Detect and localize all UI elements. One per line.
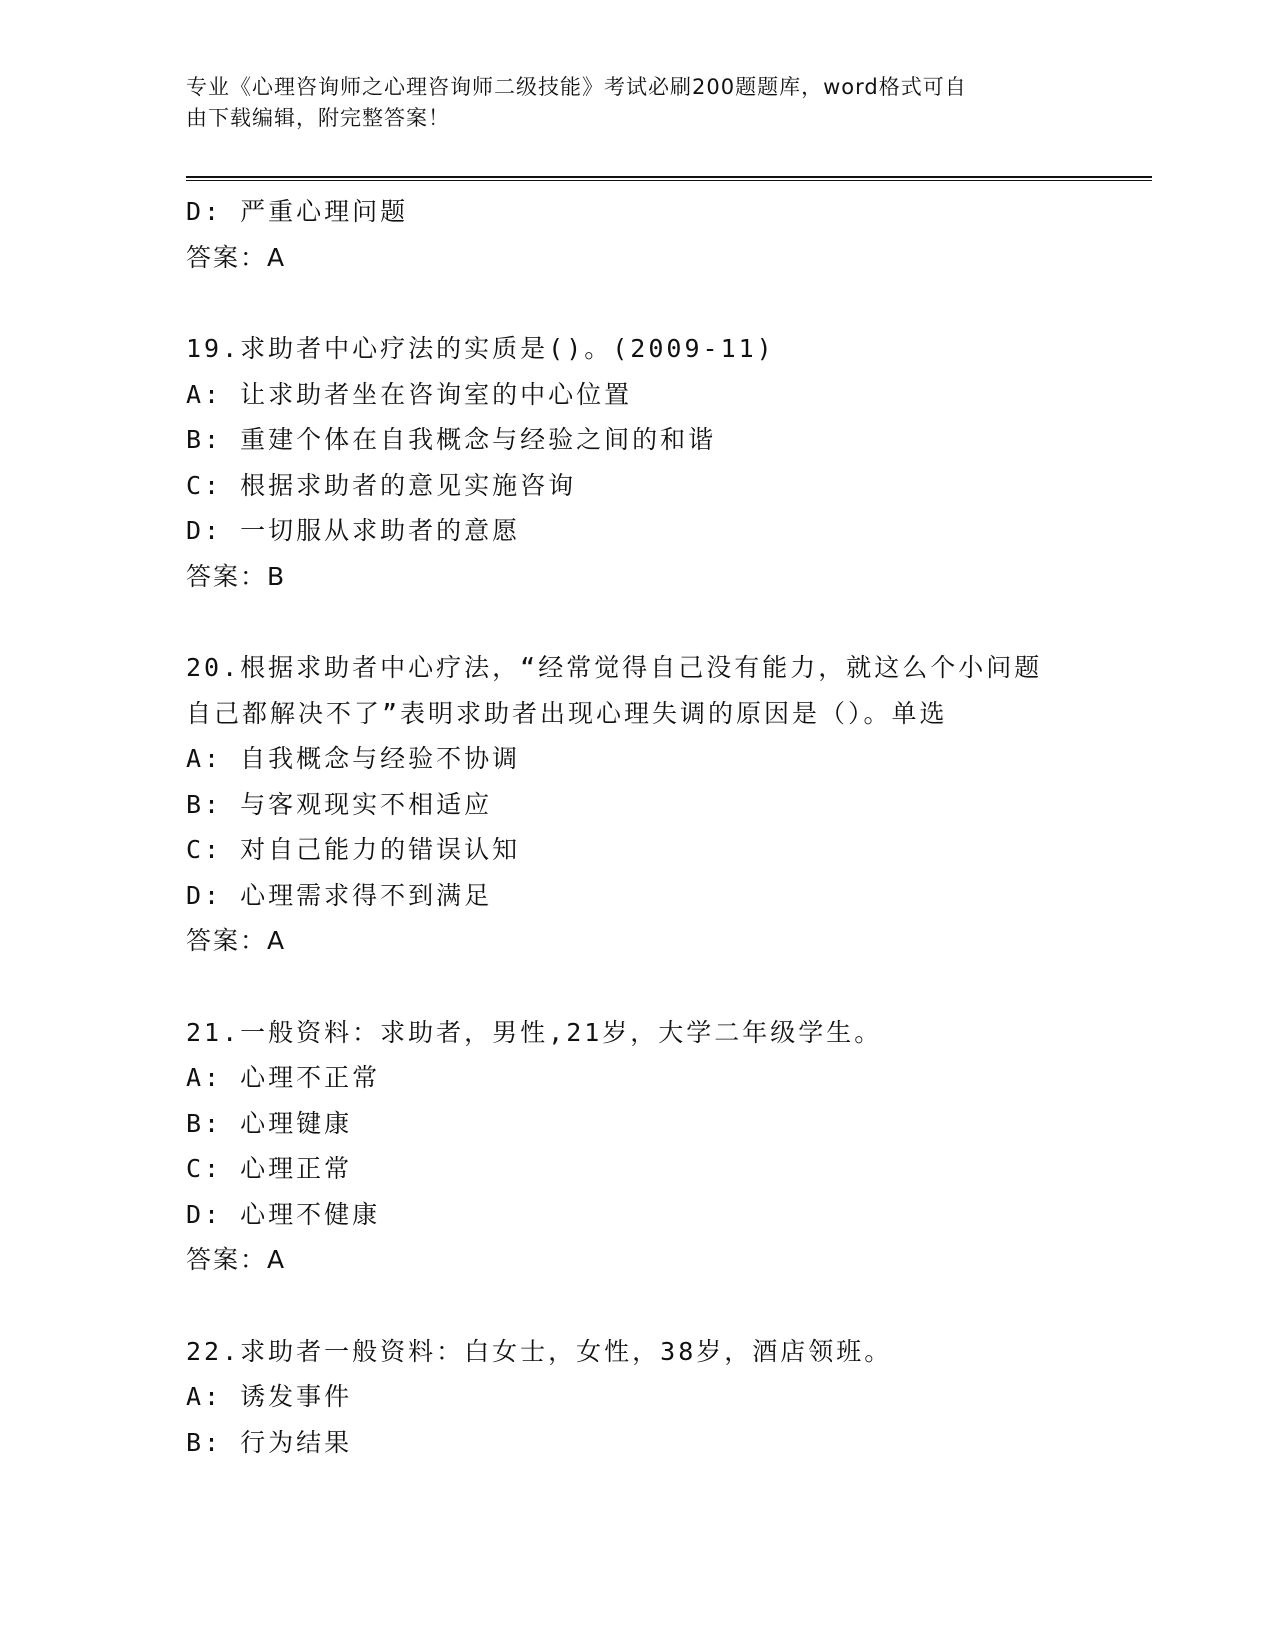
answer: 答案：A xyxy=(186,926,287,955)
option-b: B: 行为结果 xyxy=(186,1427,353,1457)
spacer xyxy=(186,280,1086,326)
option-c: C: 心理正常 xyxy=(186,1154,353,1183)
header-divider xyxy=(186,176,1152,181)
answer: 答案：A xyxy=(186,242,287,272)
option-d: D: 心理不健康 xyxy=(186,1199,381,1229)
option-b: B: 重建个体在自我概念与经验之间的和谐 xyxy=(186,425,717,454)
question-stem-continued: 自己都解决不了”表明求助者出现心理失调的原因是（）。单选 xyxy=(186,698,948,728)
question-stem: 19.求助者中心疗法的实质是()。(2009-11) xyxy=(186,334,775,363)
spacer xyxy=(186,964,1086,1010)
document-header xyxy=(186,72,1066,134)
question-stem: 22.求助者一般资料：白女士，女性，38岁，酒店领班。 xyxy=(186,1336,893,1366)
spacer xyxy=(186,599,1086,645)
option-a: A: 诱发事件 xyxy=(186,1382,353,1411)
header-line-2: 由下载编辑，附完整答案！ xyxy=(186,106,450,130)
header-line-1: 专业《心理咨询师之心理咨询师二级技能》考试必刷200题题库，word格式可自 xyxy=(186,75,967,99)
option-a: A: 心理不正常 xyxy=(186,1063,381,1092)
option-d: D: 严重心理问题 xyxy=(186,197,409,226)
option-c: C: 根据求助者的意见实施咨询 xyxy=(186,470,577,500)
question-19 xyxy=(186,326,1086,599)
question-21 xyxy=(186,1010,1086,1283)
option-b: B: 心理键康 xyxy=(186,1108,353,1138)
answer: 答案：B xyxy=(186,561,287,591)
question-22 xyxy=(186,1329,1086,1466)
spacer xyxy=(186,1283,1086,1329)
option-c: C: 对自己能力的错误认知 xyxy=(186,835,521,864)
question-stem: 20.根据求助者中心疗法，“经常觉得自己没有能力，就这么个小问题 xyxy=(186,653,1043,682)
option-a: A: 自我概念与经验不协调 xyxy=(186,744,521,773)
answer: 答案：A xyxy=(186,1245,287,1274)
question-20 xyxy=(186,645,1086,964)
option-d: D: 一切服从求助者的意愿 xyxy=(186,516,521,545)
option-b: B: 与客观现实不相适应 xyxy=(186,789,493,819)
question-content xyxy=(186,189,1086,1465)
option-a: A: 让求助者坐在咨询室的中心位置 xyxy=(186,379,633,409)
question-stem: 21.一般资料：求助者，男性,21岁，大学二年级学生。 xyxy=(186,1017,883,1047)
option-d: D: 心理需求得不到满足 xyxy=(186,880,493,910)
